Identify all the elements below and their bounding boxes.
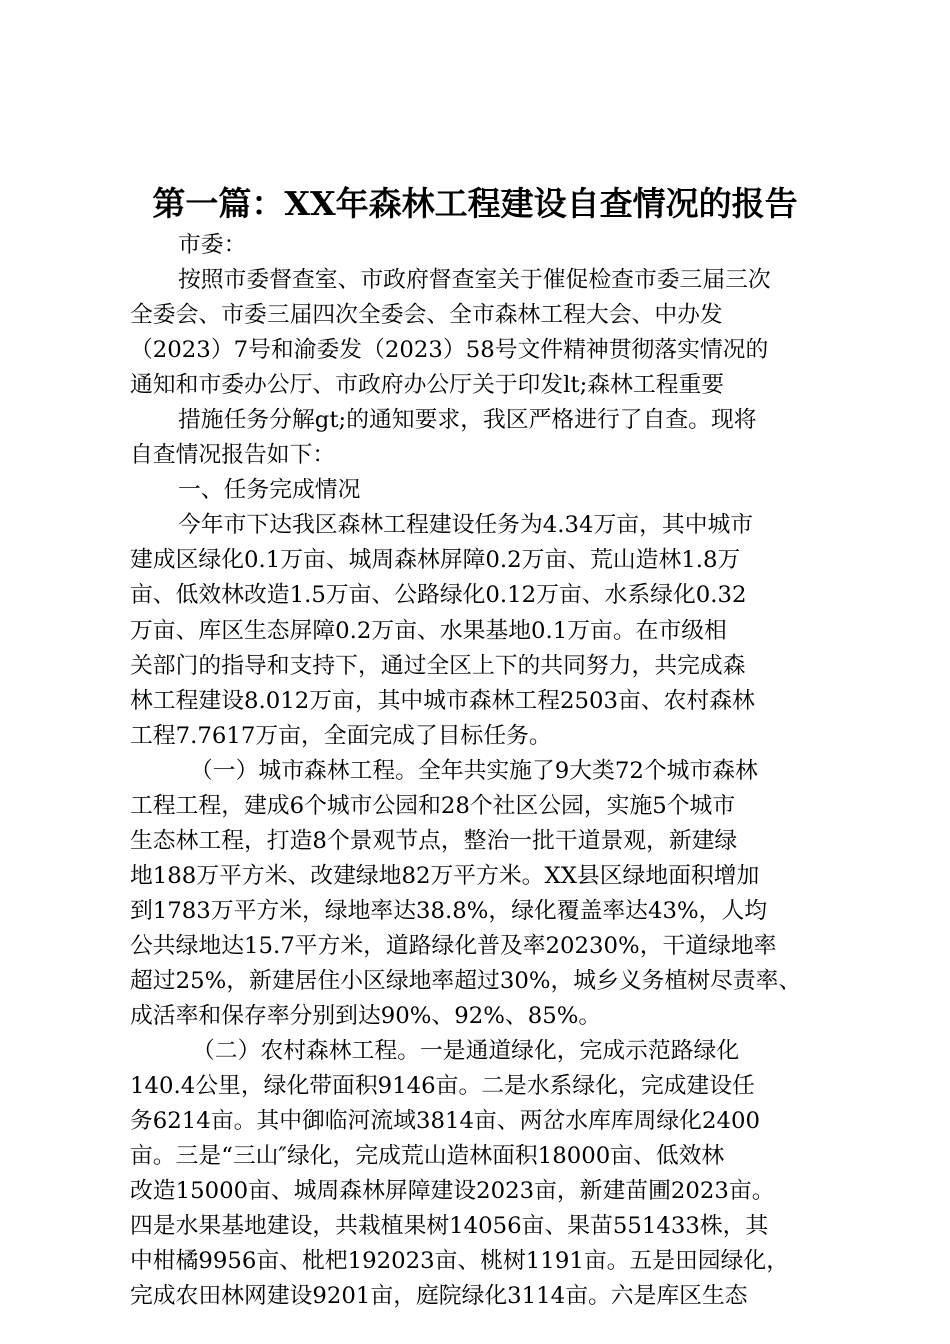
text-line: 林工程建设8.012万亩，其中城市森林工程2503亩、农村森林 — [130, 687, 755, 714]
subsection-line: （二）农村森林工程。一是通道绿化，完成示范路绿化 — [192, 1038, 740, 1065]
text-line: 改造15000亩、城周森林屏障建设2023亩，新建苗圃2023亩。 — [130, 1178, 775, 1205]
text-line: 万亩、库区生态屏障0.2万亩、水果基地0.1万亩。在市级相 — [130, 617, 727, 644]
text-line: 工程7.7617万亩，全面完成了目标任务。 — [130, 722, 552, 749]
text-line: 公共绿地达15.7平方米，道路绿化普及率20230%，干道绿地率 — [130, 932, 777, 959]
document-title: 第一篇：XX年森林工程建设自查情况的报告 — [152, 184, 798, 223]
text-line: 工程工程，建成6个城市公园和28个社区公园，实施5个城市 — [130, 792, 736, 819]
text-line: 亩、低效林改造1.5万亩、公路绿化0.12万亩、水系绿化0.32 — [130, 582, 747, 609]
text-line: 完成农田林网建设9201亩，庭院绿化3114亩。六是库区生态 — [130, 1283, 748, 1310]
text-line: 到1783万平方米，绿地率达38.8%，绿化覆盖率达43%，人均 — [130, 897, 768, 924]
text-line: 措施任务分解gt;的通知要求，我区严格进行了自查。现将 — [178, 407, 757, 434]
text-line: 关部门的指导和支持下，通过全区上下的共同努力，共完成森 — [130, 652, 746, 679]
text-line: 生态林工程，打造8个景观节点，整治一批干道景观，新建绿 — [130, 827, 738, 854]
text-line: 地188万平方米、改建绿地82万平方米。XX县区绿地面积增加 — [130, 862, 760, 889]
text-line: 通知和市委办公厅、市政府办公厅关于印发lt;森林工程重要 — [130, 372, 725, 399]
text-line: 全委会、市委三届四次全委会、全市森林工程大会、中办发 — [130, 302, 723, 329]
text-line: 中柑橘9956亩、枇杷192023亩、桃树1191亩。五是田园绿化， — [130, 1248, 789, 1275]
text-line: （2023）7号和渝委发（2023）58号文件精神贯彻落实情况的 — [130, 337, 769, 364]
text-line: 四是水果基地建设，共栽植果树14056亩、果苗551433株，其 — [130, 1213, 769, 1240]
text-line: 市委： — [178, 232, 247, 258]
text-line: 按照市委督查室、市政府督查室关于催促检查市委三届三次 — [178, 267, 771, 294]
subsection-line: （一）城市森林工程。全年共实施了9大类72个城市森林 — [190, 757, 758, 784]
section-heading: 一、任务完成情况 — [178, 477, 361, 504]
text-line: 亩。三是“三山″绿化，完成荒山造林面积18000亩、低效林 — [130, 1143, 725, 1170]
text-line: 务6214亩。其中御临河流域3814亩、两岔水库库周绿化2400 — [130, 1108, 760, 1135]
text-line: 建成区绿化0.1万亩、城周森林屏障0.2万亩、荒山造林1.8万 — [130, 547, 741, 574]
text-line: 超过25%，新建居住小区绿地率超过30%，城乡义务植树尽责率、 — [130, 967, 802, 994]
text-line: 自查情况报告如下： — [130, 442, 336, 469]
text-line: 今年市下达我区森林工程建设任务为4.34万亩，其中城市 — [178, 512, 754, 539]
text-line: 140.4公里，绿化带面积9146亩。二是水系绿化，完成建设任 — [130, 1073, 755, 1100]
text-line: 成活率和保存率分别到达90%、92%、85%。 — [130, 1003, 602, 1030]
document-body — [130, 228, 835, 1314]
